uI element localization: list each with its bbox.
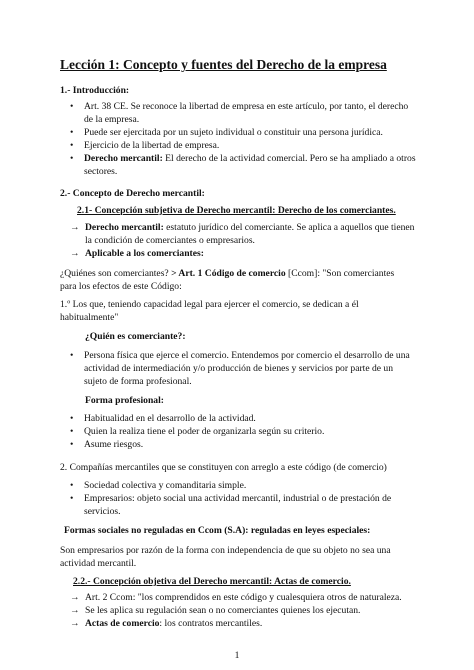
page-number: 1: [234, 650, 240, 661]
companias-bullet-1: Sociedad colectiva y comanditaria simple.: [84, 480, 247, 491]
s1-bullet-4-line-1: [84, 153, 416, 165]
s1-bullet-1-line-1: Art. 38 CE. Se reconoce la libertad de empresa en este artículo, por tanto, el derecho: [84, 101, 409, 112]
page-title: Lección 1: Concepto y fuentes del Derecho de la empresa: [60, 57, 387, 72]
s21-arrow-1-line-2: la condición de comerciantes o empresarios.: [85, 235, 255, 246]
arrow-right-icon: →: [70, 222, 80, 233]
bullet-icon: •: [70, 480, 74, 491]
subheading-forma-profesional: Forma profesional:: [85, 395, 164, 406]
bullet-icon: •: [70, 350, 74, 361]
s1-bullet-1-line-2: de la empresa.: [84, 114, 140, 125]
comerciante-bullet-line-3: sujeto de forma profesional.: [84, 376, 192, 387]
subheading-quien-es-comerciante: ¿Quién es comerciante?:: [85, 331, 186, 342]
subheading-formas-sociales: Formas sociales no reguladas en Ccom (S.A): reguladas en leyes especiales:: [64, 525, 371, 536]
question-1-line-1: [60, 268, 394, 280]
formas-sociales-line-1: Son empresarios por razón de la forma con independencia de que su objeto no sea una: [60, 545, 391, 556]
bullet-icon: •: [70, 426, 74, 437]
formas-sociales-line-2: actividad mercantil.: [60, 558, 137, 569]
bullet-icon: •: [70, 439, 74, 450]
s21-arrow-1-line-1: [85, 222, 414, 234]
section-1-heading: 1.- Introducción:: [60, 85, 130, 96]
bullet-icon: •: [70, 413, 74, 424]
section-2-heading: 2.- Concepto de Derecho mercantil:: [60, 188, 205, 199]
companias-bullet-2-line-1: Empresarios: objeto social una actividad mercantil, industrial o de prestación de: [84, 493, 392, 504]
question-1-text: ¿Quiénes son comerciantes?: [60, 268, 172, 279]
s22-arrow-3-term: Actas de comercio: [85, 618, 160, 629]
article-quote-line-1: 1.º Los que, teniendo capacidad legal para ejercer el comercio, se dedican a él: [60, 299, 359, 310]
bullet-icon: •: [70, 127, 74, 138]
bullet-icon: •: [70, 101, 74, 112]
forma-profesional-bullet-2: Quien la realiza tiene el poder de organizarla según su criterio.: [84, 426, 325, 437]
comerciante-bullet-line-2: actividad de intermediación y/o producción de bienes y servicios por parte de un: [84, 363, 394, 374]
arrow-right-icon: →: [70, 605, 80, 616]
question-1-ref: > Art. 1 Código de comercio: [171, 268, 286, 279]
s1-bullet-4-term: Derecho mercantil:: [84, 153, 163, 164]
section-2-1-heading: 2.1- Concepción subjetiva de Derecho mercantil: Derecho de los comerciantes.: [77, 205, 396, 216]
s1-bullet-4-text: El derecho de la actividad comercial. Pero se ha ampliado a otros: [162, 153, 416, 164]
s1-bullet-4-line-2: sectores.: [84, 166, 118, 177]
forma-profesional-bullet-3: Asume riesgos.: [84, 439, 144, 450]
article-quote-line-2: habitualmente": [60, 312, 119, 323]
bullet-icon: •: [70, 140, 74, 151]
section-2-2-heading: 2.2.- Concepción objetiva del Derecho mercantil: Actas de comercio.: [73, 576, 351, 587]
arrow-right-icon: →: [70, 618, 80, 629]
s22-arrow-3: [85, 618, 262, 630]
question-1-quote: [Ccom]: "Son comerciantes: [285, 268, 395, 279]
s22-arrow-2: Se les aplica su regulación sean o no comerciantes quienes los ejecutan.: [85, 605, 361, 616]
s21-arrow-1-text: estatuto jurídico del comerciante. Se aplica a aquellos que tienen: [163, 222, 415, 233]
s1-bullet-3: Ejercicio de la libertad de empresa.: [84, 140, 220, 151]
comerciante-bullet-line-1: Persona física que ejerce el comercio. Entendemos por comercio el desarrollo de una: [84, 350, 410, 361]
s1-bullet-2: Puede ser ejercitada por un sujeto individual o constituir una persona jurídica.: [84, 127, 383, 138]
s21-arrow-2: Aplicable a los comerciantes:: [85, 248, 204, 259]
s22-arrow-3-text: : los contratos mercantiles.: [159, 618, 263, 629]
bullet-icon: •: [70, 493, 74, 504]
paragraph-companias-mercantiles: 2. Compañías mercantiles que se constituyen con arreglo a este código (de comercio): [60, 462, 387, 473]
arrow-right-icon: →: [70, 248, 80, 259]
s22-arrow-1: Art. 2 Ccom: "los comprendidos en este código y cualesquiera otros de naturaleza.: [85, 592, 402, 603]
forma-profesional-bullet-1: Habitualidad en el desarrollo de la actividad.: [84, 413, 256, 424]
s21-arrow-1-term: Derecho mercantil:: [85, 222, 164, 233]
arrow-right-icon: →: [70, 592, 80, 603]
companias-bullet-2-line-2: servicios.: [84, 506, 121, 517]
bullet-icon: •: [70, 153, 74, 164]
question-1-line-2: para los efectos de este Código:: [60, 281, 182, 292]
